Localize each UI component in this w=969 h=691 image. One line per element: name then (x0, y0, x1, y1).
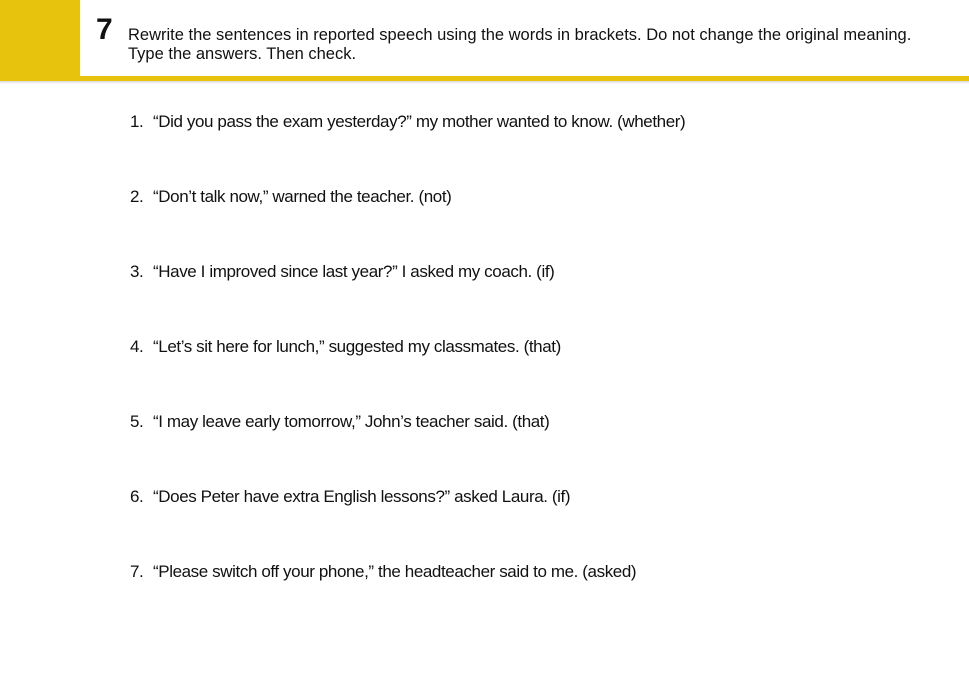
sentence-number: 5. (130, 412, 144, 431)
sentence-number: 6. (130, 487, 144, 506)
sentence-item (130, 561, 636, 583)
sentence-item (130, 261, 554, 283)
sentence-item (130, 111, 685, 133)
sentence-number: 7. (130, 562, 144, 581)
sentence-text: “Please switch off your phone,” the headteacher said to me. (asked) (153, 562, 637, 581)
sentence-number: 4. (130, 337, 144, 356)
sentence-item (130, 486, 570, 508)
exercise-number: 7 (96, 13, 113, 46)
sentence-text: “Let’s sit here for lunch,” suggested my classmates. (that) (153, 337, 561, 356)
exercise-instructions: Rewrite the sentences in reported speech using the words in brackets. Do not change the original meaning. Type the answers. Then check. (128, 26, 912, 63)
sentence-item (130, 411, 549, 433)
accent-block (0, 0, 80, 76)
header-divider-shadow (0, 81, 969, 84)
sentence-item (130, 336, 561, 358)
sentence-text: “Does Peter have extra English lessons?” asked Laura. (if) (153, 487, 571, 506)
sentence-number: 1. (130, 112, 144, 131)
sentence-item (130, 186, 451, 208)
sentence-text: “Have I improved since last year?” I asked my coach. (if) (153, 262, 555, 281)
sentence-text: “Did you pass the exam yesterday?” my mother wanted to know. (whether) (153, 112, 686, 131)
sentence-number: 2. (130, 187, 144, 206)
exercise-header (0, 0, 969, 84)
sentence-number: 3. (130, 262, 144, 281)
sentence-text: “I may leave early tomorrow,” John’s teacher said. (that) (153, 412, 550, 431)
sentence-text: “Don’t talk now,” warned the teacher. (not) (153, 187, 452, 206)
